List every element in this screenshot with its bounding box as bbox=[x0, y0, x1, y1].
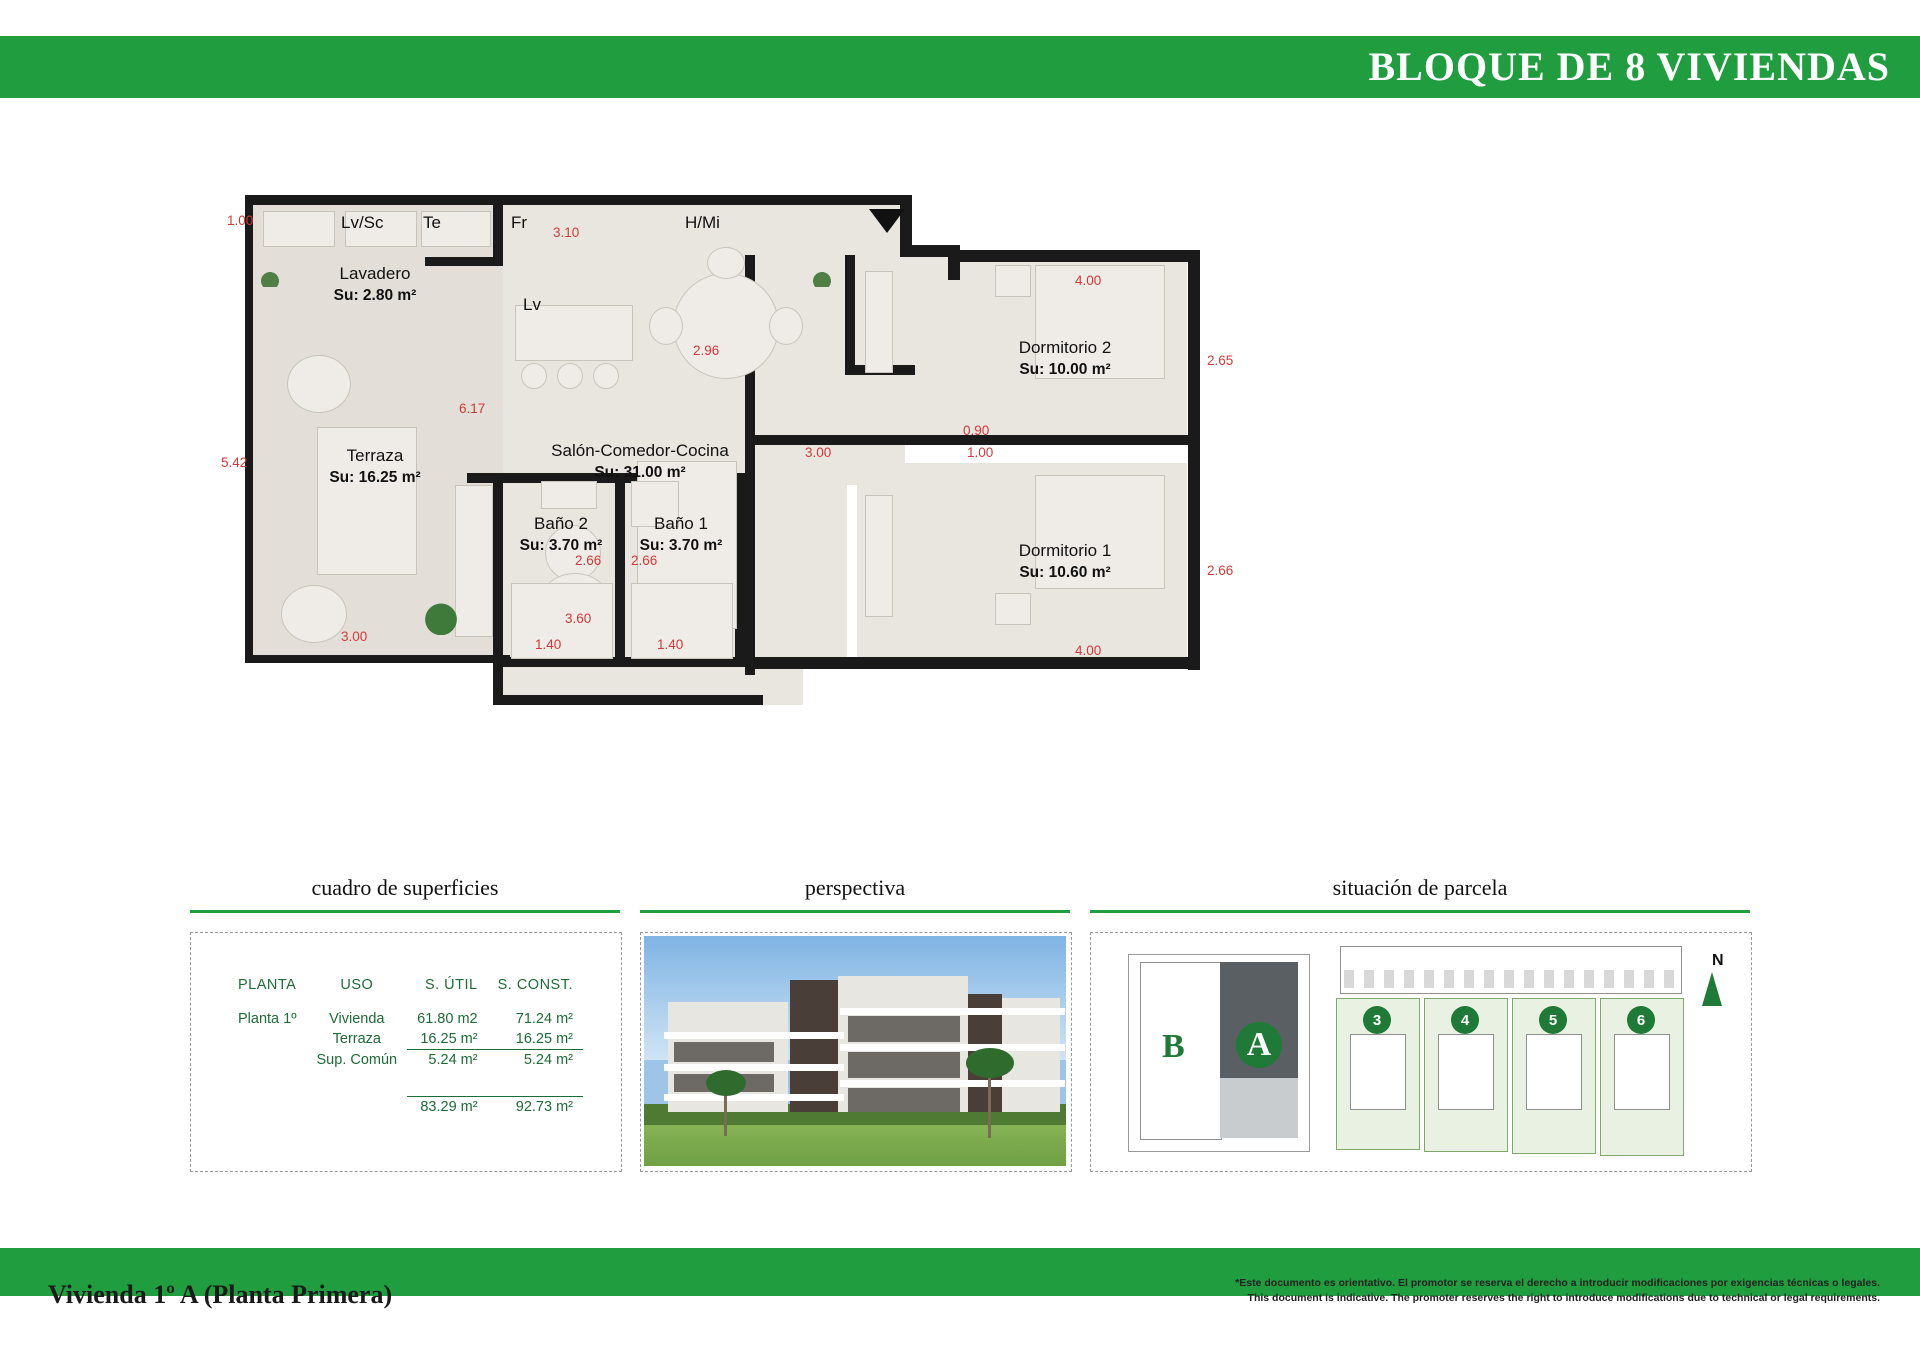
panel-rule-perspective bbox=[640, 910, 1070, 913]
appliance-tag-lv: Lv bbox=[523, 295, 541, 314]
footer-disclaimer-en: This document is indicative. The promoter reserves the right to introduce modifications due to technical or legal requirements. bbox=[1247, 1292, 1880, 1305]
appliance-tag-te: Te bbox=[423, 213, 441, 232]
north-label: N bbox=[1712, 952, 1724, 969]
balcony-slab-1 bbox=[664, 1032, 844, 1039]
dim-0-90: 0.90 bbox=[963, 423, 990, 438]
plot-badge-4: 4 bbox=[1451, 1006, 1479, 1034]
col-const: S. CONST. bbox=[497, 977, 573, 993]
dim-2-66-bano1: 2.66 bbox=[631, 553, 658, 568]
furniture-dining-table bbox=[673, 273, 779, 379]
table-row bbox=[228, 1050, 583, 1071]
wall-top-left bbox=[245, 195, 510, 205]
room-area-salon: Su: 31.00 m² bbox=[594, 463, 686, 481]
room-name-salon: Salón-Comedor-Cocina bbox=[551, 441, 729, 460]
dim-2-96: 2.96 bbox=[693, 343, 720, 358]
room-label-terraza bbox=[265, 445, 485, 489]
wall-left-terrace bbox=[245, 195, 253, 663]
furniture-lavadero-1 bbox=[263, 211, 335, 247]
plant-icon-terrace bbox=[413, 583, 469, 635]
wall-salon-left bbox=[493, 473, 503, 705]
dim-3-00-terrace: 3.00 bbox=[341, 629, 368, 644]
furniture-stool-3 bbox=[593, 363, 619, 389]
block-label-a: A bbox=[1246, 1026, 1272, 1063]
plot-badge-6: 6 bbox=[1627, 1006, 1655, 1034]
room-name-bano1: Baño 1 bbox=[654, 514, 708, 533]
room-label-lavadero bbox=[265, 263, 485, 307]
col-uso: USO bbox=[340, 977, 374, 993]
plant-icon-salon bbox=[805, 257, 839, 287]
room-area-bano2: Su: 3.70 m² bbox=[519, 536, 603, 554]
furniture-nightstand-2 bbox=[995, 265, 1031, 297]
balcony-slab-3 bbox=[664, 1094, 844, 1101]
table-total-row bbox=[228, 1096, 583, 1117]
balcony-slab-6 bbox=[840, 1080, 1065, 1087]
panel-title-parcel: situación de parcela bbox=[1332, 875, 1508, 900]
table-row bbox=[228, 1009, 583, 1029]
furniture-closet-dorm2 bbox=[865, 271, 893, 373]
wall-bottom-salon bbox=[493, 695, 763, 705]
furniture-dining-chair-3 bbox=[649, 307, 683, 345]
room-label-bano2 bbox=[501, 513, 621, 557]
room-name-dorm2: Dormitorio 2 bbox=[1018, 338, 1112, 357]
dim-1-00-left: 1.00 bbox=[227, 213, 254, 228]
plot-5-house bbox=[1526, 1034, 1582, 1110]
room-name-bano2: Baño 2 bbox=[534, 514, 588, 533]
cell-uso-2: Sup. Común bbox=[316, 1051, 398, 1068]
block-a-lower-highlight bbox=[1220, 1078, 1298, 1138]
palm-crown-2 bbox=[966, 1048, 1014, 1078]
dim-4-00-dorm1: 4.00 bbox=[1075, 643, 1102, 658]
table-header-row bbox=[228, 975, 583, 995]
block-label-b: B bbox=[1162, 1028, 1185, 1065]
cell-total-const: 92.73 m² bbox=[488, 1096, 583, 1117]
cell-planta-0: Planta 1º bbox=[238, 1011, 297, 1027]
table-row bbox=[228, 1070, 583, 1096]
cell-planta-2 bbox=[228, 1050, 307, 1071]
wall-dorm-div bbox=[845, 435, 1190, 445]
dim-1-40-bano1: 1.40 bbox=[657, 637, 684, 652]
panel-title-surfaces: cuadro de superficies bbox=[311, 875, 499, 900]
balcony-slab-5 bbox=[840, 1044, 1065, 1051]
furniture-bano2-shower bbox=[511, 583, 613, 659]
plot-6-house bbox=[1614, 1034, 1670, 1110]
room-name-terraza: Terraza bbox=[346, 446, 404, 465]
room-name-dorm1: Dormitorio 1 bbox=[1018, 541, 1112, 560]
room-label-dorm2 bbox=[945, 337, 1185, 381]
wall-bano-div bbox=[615, 473, 625, 665]
cell-uso-0: Vivienda bbox=[329, 1011, 385, 1027]
palm-crown-1 bbox=[706, 1070, 746, 1096]
appliance-tag-lv-sc: Lv/Sc bbox=[341, 213, 384, 232]
site-plan bbox=[1330, 946, 1700, 1156]
entrance-arrow-icon bbox=[869, 209, 905, 233]
cell-const-0: 71.24 m² bbox=[515, 1011, 573, 1027]
room-area-dorm2: Su: 10.00 m² bbox=[1019, 360, 1111, 378]
furniture-closet-dorm1 bbox=[865, 495, 893, 617]
perspective-image bbox=[644, 936, 1066, 1166]
cell-planta-1 bbox=[228, 1029, 307, 1050]
cell-uso-1: Terraza bbox=[332, 1031, 381, 1048]
footer-disclaimer bbox=[1180, 1276, 1880, 1306]
cell-util-2: 5.24 m² bbox=[407, 1050, 487, 1071]
room-area-bano1: Su: 3.70 m² bbox=[639, 536, 723, 554]
appliance-tag-h-mi: H/Mi bbox=[685, 213, 720, 232]
room-label-dorm1 bbox=[945, 540, 1185, 584]
dim-3-10: 3.10 bbox=[553, 225, 580, 240]
footer-title: Vivienda 1º A (Planta Primera) bbox=[48, 1280, 393, 1309]
dim-1-00-corridor: 1.00 bbox=[967, 445, 994, 460]
furniture-stool-2 bbox=[557, 363, 583, 389]
block-label-a-badge bbox=[1236, 1022, 1282, 1068]
plot-badge-3: 3 bbox=[1363, 1006, 1391, 1034]
window-band-3 bbox=[848, 1088, 960, 1112]
room-area-lavadero: Su: 2.80 m² bbox=[333, 286, 417, 304]
floor-plan bbox=[221, 195, 1555, 855]
col-util: S. ÚTIL bbox=[424, 977, 478, 993]
window-band-4 bbox=[674, 1042, 774, 1062]
plot-badge-5: 5 bbox=[1539, 1006, 1567, 1034]
dim-6-17: 6.17 bbox=[459, 401, 486, 416]
room-label-salon bbox=[485, 440, 795, 484]
dim-3-60: 3.60 bbox=[565, 611, 592, 626]
room-name-lavadero: Lavadero bbox=[339, 264, 411, 283]
dim-3-00-salon: 3.00 bbox=[805, 445, 832, 460]
dim-2-66-bano2: 2.66 bbox=[575, 553, 602, 568]
wall-bottom-right bbox=[745, 657, 1200, 669]
dim-4-00-dorm2: 4.00 bbox=[1075, 273, 1102, 288]
dim-2-65: 2.65 bbox=[1207, 353, 1234, 368]
panel-rule-surfaces bbox=[190, 910, 620, 913]
table-row bbox=[228, 1029, 583, 1050]
furniture-nightstand-1 bbox=[995, 593, 1031, 625]
panel-title-perspective: perspectiva bbox=[804, 875, 906, 900]
furniture-dining-chair-2 bbox=[769, 307, 803, 345]
cell-const-2: 5.24 m² bbox=[488, 1050, 583, 1071]
balcony-slab-2 bbox=[664, 1064, 844, 1071]
wall-dorm2-left bbox=[845, 255, 855, 373]
plant-icon-lavadero bbox=[253, 257, 287, 287]
col-planta: PLANTA bbox=[238, 977, 297, 993]
furniture-bano2-sink bbox=[541, 481, 597, 509]
building-dark-panel bbox=[790, 980, 838, 1112]
panel-rule-parcel bbox=[1090, 910, 1750, 913]
plot-3-house bbox=[1350, 1034, 1406, 1110]
cell-const-1: 16.25 m² bbox=[515, 1031, 573, 1047]
window-band-1 bbox=[848, 1016, 960, 1042]
room-label-bano1 bbox=[621, 513, 741, 557]
north-arrow-icon bbox=[1702, 972, 1722, 1006]
dim-2-66-dorm1: 2.66 bbox=[1207, 563, 1234, 578]
wall-top-mid bbox=[500, 195, 910, 205]
appliance-tag-fr: Fr bbox=[511, 213, 528, 232]
wall-bottom-terrace bbox=[245, 655, 510, 663]
palm-trunk-2 bbox=[988, 1068, 991, 1138]
balcony-slab-4 bbox=[840, 1008, 1065, 1015]
room-area-terraza: Su: 16.25 m² bbox=[329, 468, 421, 486]
wall-lavadero-right bbox=[493, 195, 503, 265]
furniture-terrace-chair-2 bbox=[281, 585, 347, 643]
cell-util-1: 16.25 m² bbox=[420, 1031, 478, 1047]
plot-4-house bbox=[1438, 1034, 1494, 1110]
page-title: BLOQUE DE 8 VIVIENDAS bbox=[1368, 44, 1890, 89]
table-row bbox=[228, 995, 583, 1009]
dim-1-40-bano2: 1.40 bbox=[535, 637, 562, 652]
footer-disclaimer-es: *Este documento es orientativo. El promotor se reserva el derecho a introducir modificaciones por exigencias técnicas o legales. bbox=[1235, 1277, 1880, 1289]
furniture-stool-1 bbox=[521, 363, 547, 389]
cell-util-0: 61.80 m2 bbox=[417, 1011, 478, 1027]
window-band-2 bbox=[848, 1052, 960, 1078]
site-top-hatch bbox=[1344, 970, 1676, 988]
furniture-dining-chair-1 bbox=[707, 247, 745, 279]
furniture-terrace-chair-1 bbox=[287, 355, 351, 413]
room-area-dorm1: Su: 10.60 m² bbox=[1019, 563, 1111, 581]
wall-right bbox=[1188, 250, 1200, 670]
wall-top-right bbox=[948, 250, 1198, 262]
cell-total-util: 83.29 m² bbox=[407, 1096, 487, 1117]
dim-5-42: 5.42 bbox=[221, 455, 248, 470]
surfaces-table bbox=[228, 975, 583, 1117]
